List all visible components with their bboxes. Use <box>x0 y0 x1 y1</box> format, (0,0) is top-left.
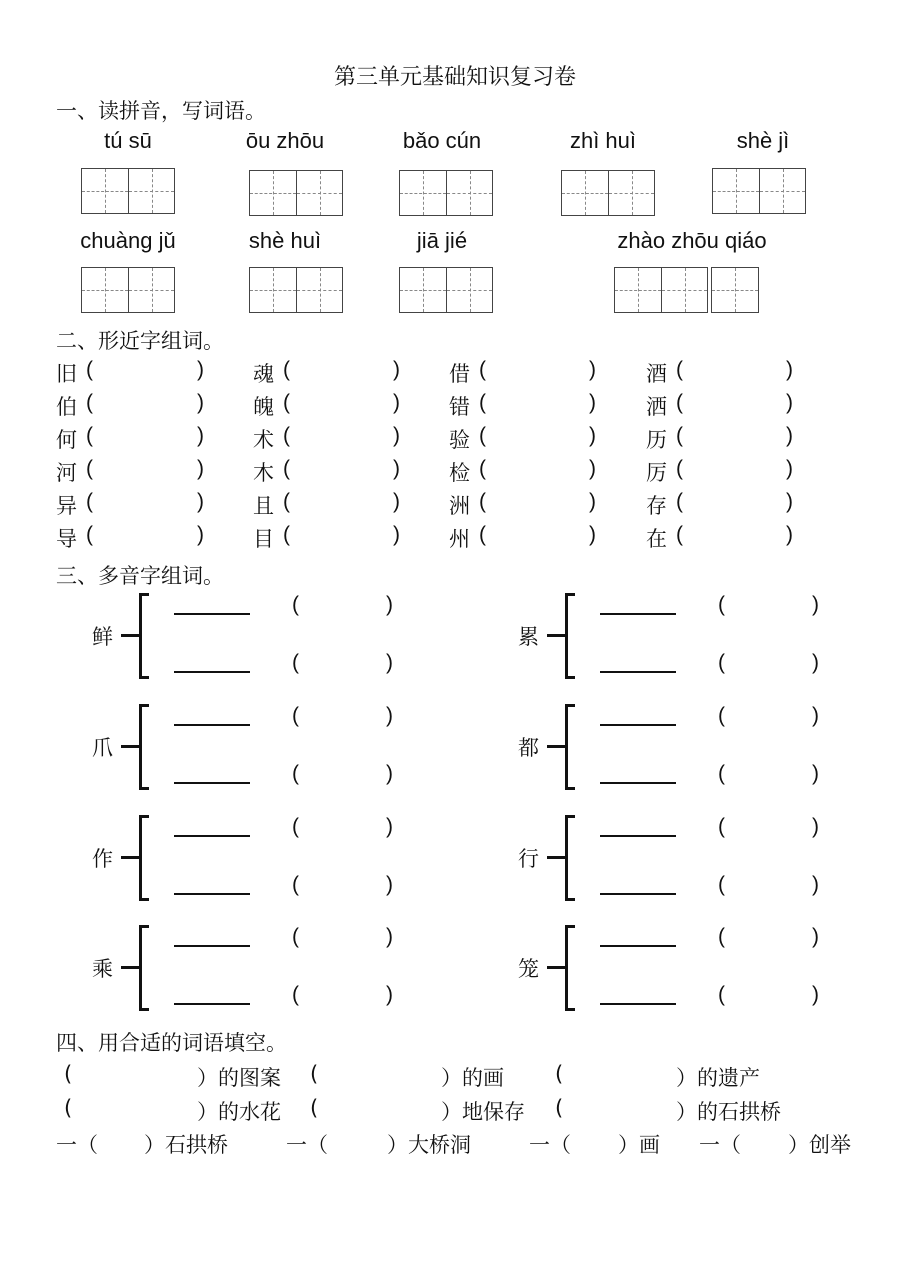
word-blank[interactable] <box>174 893 250 895</box>
pinyin-paren-close: ) <box>386 815 393 838</box>
answer-paren-close: ) <box>197 457 204 480</box>
answer-paren-open[interactable]: ( <box>676 490 683 513</box>
pinyin-paren-open[interactable]: ( <box>292 815 299 838</box>
polyphonic-char: 笼 <box>518 957 539 981</box>
similar-char: 导 <box>56 527 77 551</box>
brace <box>565 593 575 679</box>
pinyin-paren-open[interactable]: ( <box>718 815 725 838</box>
similar-char: 魄 <box>253 395 274 419</box>
word-blank[interactable] <box>174 671 250 673</box>
brace <box>565 925 575 1011</box>
measure-3-close: ）画 <box>618 1133 660 1157</box>
answer-paren-open[interactable]: ( <box>479 457 486 480</box>
brace <box>565 815 575 901</box>
answer-paren-close: ) <box>197 358 204 381</box>
brace-tick <box>547 634 565 637</box>
fill-text-2: ）的画 <box>441 1066 504 1090</box>
word-blank[interactable] <box>600 671 676 673</box>
measure-2-close: ）大桥洞 <box>387 1133 471 1157</box>
similar-char: 存 <box>646 494 667 518</box>
pinyin-paren-close: ) <box>386 651 393 674</box>
answer-paren-open[interactable]: ( <box>86 424 93 447</box>
brace-tick <box>547 856 565 859</box>
section2-heading: 二、形近字组词。 <box>56 329 224 353</box>
pinyin-7: shè huì <box>248 228 322 253</box>
measure-4-close: ）创举 <box>788 1133 851 1157</box>
similar-char: 在 <box>646 527 667 551</box>
answer-paren-close: ) <box>393 490 400 513</box>
write-grid-3[interactable] <box>399 170 493 216</box>
measure-3-open: 一（ <box>529 1133 571 1157</box>
write-grid-2[interactable] <box>249 170 343 216</box>
pinyin-paren-close: ) <box>386 593 393 616</box>
word-blank[interactable] <box>600 1003 676 1005</box>
pinyin-1: tú sū <box>104 128 152 153</box>
similar-char: 检 <box>449 461 470 485</box>
similar-char: 魂 <box>253 362 274 386</box>
answer-paren-close: ) <box>589 490 596 513</box>
answer-paren-close: ) <box>393 457 400 480</box>
pinyin-8: jiā jié <box>416 228 468 253</box>
pinyin-3: bǎo cún <box>402 128 482 153</box>
pinyin-paren-open[interactable]: ( <box>718 651 725 674</box>
answer-paren-close: ) <box>197 391 204 414</box>
similar-char: 旧 <box>56 362 77 386</box>
measure-1-open: 一（ <box>56 1133 98 1157</box>
answer-paren-open[interactable]: ( <box>676 358 683 381</box>
word-blank[interactable] <box>174 724 250 726</box>
word-blank[interactable] <box>174 613 250 615</box>
answer-paren-open[interactable]: ( <box>86 358 93 381</box>
polyphonic-char: 都 <box>518 736 539 760</box>
pinyin-paren-open[interactable]: ( <box>292 983 299 1006</box>
fill-lp-5: ( <box>310 1096 319 1120</box>
answer-paren-open[interactable]: ( <box>283 490 290 513</box>
fill-text-5: ）地保存 <box>441 1100 525 1124</box>
polyphonic-char: 作 <box>92 847 113 871</box>
polyphonic-char: 爪 <box>92 736 113 760</box>
answer-paren-open[interactable]: ( <box>479 424 486 447</box>
pinyin-paren-close: ) <box>812 815 819 838</box>
pinyin-paren-close: ) <box>386 704 393 727</box>
similar-char: 错 <box>449 395 470 419</box>
pinyin-paren-close: ) <box>812 651 819 674</box>
polyphonic-char: 累 <box>518 625 539 649</box>
answer-paren-close: ) <box>589 523 596 546</box>
pinyin-paren-open[interactable]: ( <box>292 873 299 896</box>
fill-lp-6: ( <box>555 1096 564 1120</box>
word-blank[interactable] <box>600 893 676 895</box>
answer-paren-close: ) <box>786 523 793 546</box>
pinyin-paren-open[interactable]: ( <box>718 983 725 1006</box>
polyphonic-char: 鲜 <box>92 625 113 649</box>
pinyin-paren-close: ) <box>812 983 819 1006</box>
brace <box>139 815 149 901</box>
pinyin-paren-open[interactable]: ( <box>292 762 299 785</box>
brace-tick <box>547 745 565 748</box>
brace <box>139 925 149 1011</box>
similar-char: 洲 <box>449 494 470 518</box>
section4-heading: 四、用合适的词语填空。 <box>56 1031 287 1055</box>
pinyin-paren-open[interactable]: ( <box>718 704 725 727</box>
answer-paren-open[interactable]: ( <box>479 523 486 546</box>
word-blank[interactable] <box>174 835 250 837</box>
brace-tick <box>547 966 565 969</box>
similar-char: 酒 <box>646 362 667 386</box>
answer-paren-open[interactable]: ( <box>479 391 486 414</box>
fill-lp-3: ( <box>555 1062 564 1086</box>
brace <box>139 593 149 679</box>
fill-lp-1: ( <box>64 1062 73 1086</box>
fill-text-4: ）的水花 <box>197 1100 281 1124</box>
similar-char: 验 <box>449 428 470 452</box>
similar-char: 木 <box>253 461 274 485</box>
answer-paren-open[interactable]: ( <box>479 358 486 381</box>
answer-paren-open[interactable]: ( <box>283 424 290 447</box>
similar-char: 州 <box>449 527 470 551</box>
brace <box>565 704 575 790</box>
answer-paren-open[interactable]: ( <box>283 358 290 381</box>
word-blank[interactable] <box>600 835 676 837</box>
answer-paren-close: ) <box>393 358 400 381</box>
pinyin-paren-open[interactable]: ( <box>718 593 725 616</box>
pinyin-paren-open[interactable]: ( <box>292 651 299 674</box>
answer-paren-close: ) <box>589 424 596 447</box>
answer-paren-close: ) <box>786 424 793 447</box>
section3-heading: 三、多音字组词。 <box>56 564 224 588</box>
pinyin-paren-close: ) <box>386 983 393 1006</box>
write-grid-7[interactable] <box>249 267 343 313</box>
similar-char: 目 <box>253 527 274 551</box>
similar-char: 河 <box>56 461 77 485</box>
pinyin-paren-open[interactable]: ( <box>718 925 725 948</box>
fill-lp-2: ( <box>310 1062 319 1086</box>
answer-paren-close: ) <box>197 424 204 447</box>
pinyin-paren-close: ) <box>812 925 819 948</box>
answer-paren-close: ) <box>393 424 400 447</box>
word-blank[interactable] <box>600 724 676 726</box>
similar-char: 厉 <box>646 461 667 485</box>
answer-paren-close: ) <box>786 457 793 480</box>
write-grid-4[interactable] <box>561 170 655 216</box>
fill-text-3: ）的遗产 <box>676 1066 760 1090</box>
polyphonic-char: 行 <box>518 847 539 871</box>
answer-paren-open[interactable]: ( <box>479 490 486 513</box>
answer-paren-open[interactable]: ( <box>676 523 683 546</box>
similar-char: 异 <box>56 494 77 518</box>
pinyin-paren-open[interactable]: ( <box>718 873 725 896</box>
fill-lp-4: ( <box>64 1096 73 1120</box>
pinyin-paren-close: ) <box>812 873 819 896</box>
similar-char: 术 <box>253 428 274 452</box>
answer-paren-open[interactable]: ( <box>86 457 93 480</box>
answer-paren-open[interactable]: ( <box>676 391 683 414</box>
brace-tick <box>121 856 139 859</box>
write-grid-6[interactable] <box>81 267 175 313</box>
pinyin-paren-close: ) <box>386 762 393 785</box>
similar-char: 且 <box>253 494 274 518</box>
answer-paren-close: ) <box>589 457 596 480</box>
similar-char: 借 <box>449 362 470 386</box>
answer-paren-close: ) <box>393 523 400 546</box>
answer-paren-close: ) <box>393 391 400 414</box>
answer-paren-close: ) <box>589 358 596 381</box>
word-blank[interactable] <box>600 782 676 784</box>
brace-tick <box>121 634 139 637</box>
answer-paren-close: ) <box>786 358 793 381</box>
fill-text-1: ）的图案 <box>197 1066 281 1090</box>
answer-paren-open[interactable]: ( <box>283 523 290 546</box>
pinyin-paren-open[interactable]: ( <box>292 593 299 616</box>
brace-tick <box>121 745 139 748</box>
measure-4-open: 一（ <box>699 1133 741 1157</box>
pinyin-paren-close: ) <box>812 593 819 616</box>
pinyin-paren-open[interactable]: ( <box>292 925 299 948</box>
answer-paren-open[interactable]: ( <box>86 391 93 414</box>
similar-char: 何 <box>56 428 77 452</box>
answer-paren-close: ) <box>197 490 204 513</box>
pinyin-paren-close: ) <box>812 704 819 727</box>
write-grid-8[interactable] <box>399 267 493 313</box>
pinyin-paren-open[interactable]: ( <box>718 762 725 785</box>
pinyin-9: zhào zhōu qiáo <box>617 228 767 253</box>
pinyin-5: shè jì <box>736 128 790 153</box>
answer-paren-close: ) <box>786 391 793 414</box>
answer-paren-open[interactable]: ( <box>283 457 290 480</box>
pinyin-2: ōu zhōu <box>245 128 325 153</box>
word-blank[interactable] <box>600 613 676 615</box>
answer-paren-open[interactable]: ( <box>676 457 683 480</box>
pinyin-paren-close: ) <box>812 762 819 785</box>
write-grid-9[interactable] <box>614 267 708 313</box>
write-grid-1[interactable] <box>81 168 175 214</box>
answer-paren-open[interactable]: ( <box>86 490 93 513</box>
word-blank[interactable] <box>174 1003 250 1005</box>
word-blank[interactable] <box>174 945 250 947</box>
brace <box>139 704 149 790</box>
fill-text-6: ）的石拱桥 <box>676 1100 781 1124</box>
pinyin-paren-close: ) <box>386 925 393 948</box>
measure-2-open: 一（ <box>286 1133 328 1157</box>
pinyin-paren-close: ) <box>386 873 393 896</box>
section1-heading: 一、读拼音，写词语。 <box>56 99 266 123</box>
similar-char: 洒 <box>646 395 667 419</box>
word-blank[interactable] <box>600 945 676 947</box>
word-blank[interactable] <box>174 782 250 784</box>
answer-paren-open[interactable]: ( <box>86 523 93 546</box>
write-grid-5[interactable] <box>712 168 806 214</box>
similar-char: 历 <box>646 428 667 452</box>
similar-char: 伯 <box>56 395 77 419</box>
pinyin-paren-open[interactable]: ( <box>292 704 299 727</box>
polyphonic-char: 乘 <box>92 957 113 981</box>
pinyin-6: chuàng jǔ <box>80 228 176 253</box>
answer-paren-open[interactable]: ( <box>676 424 683 447</box>
answer-paren-close: ) <box>786 490 793 513</box>
answer-paren-close: ) <box>589 391 596 414</box>
pinyin-4: zhì huì <box>569 128 637 153</box>
page-title: 第三单元基础知识复习卷 <box>333 65 576 90</box>
brace-tick <box>121 966 139 969</box>
measure-1-close: ）石拱桥 <box>144 1133 228 1157</box>
answer-paren-close: ) <box>197 523 204 546</box>
answer-paren-open[interactable]: ( <box>283 391 290 414</box>
write-grid-9b[interactable] <box>711 267 759 313</box>
